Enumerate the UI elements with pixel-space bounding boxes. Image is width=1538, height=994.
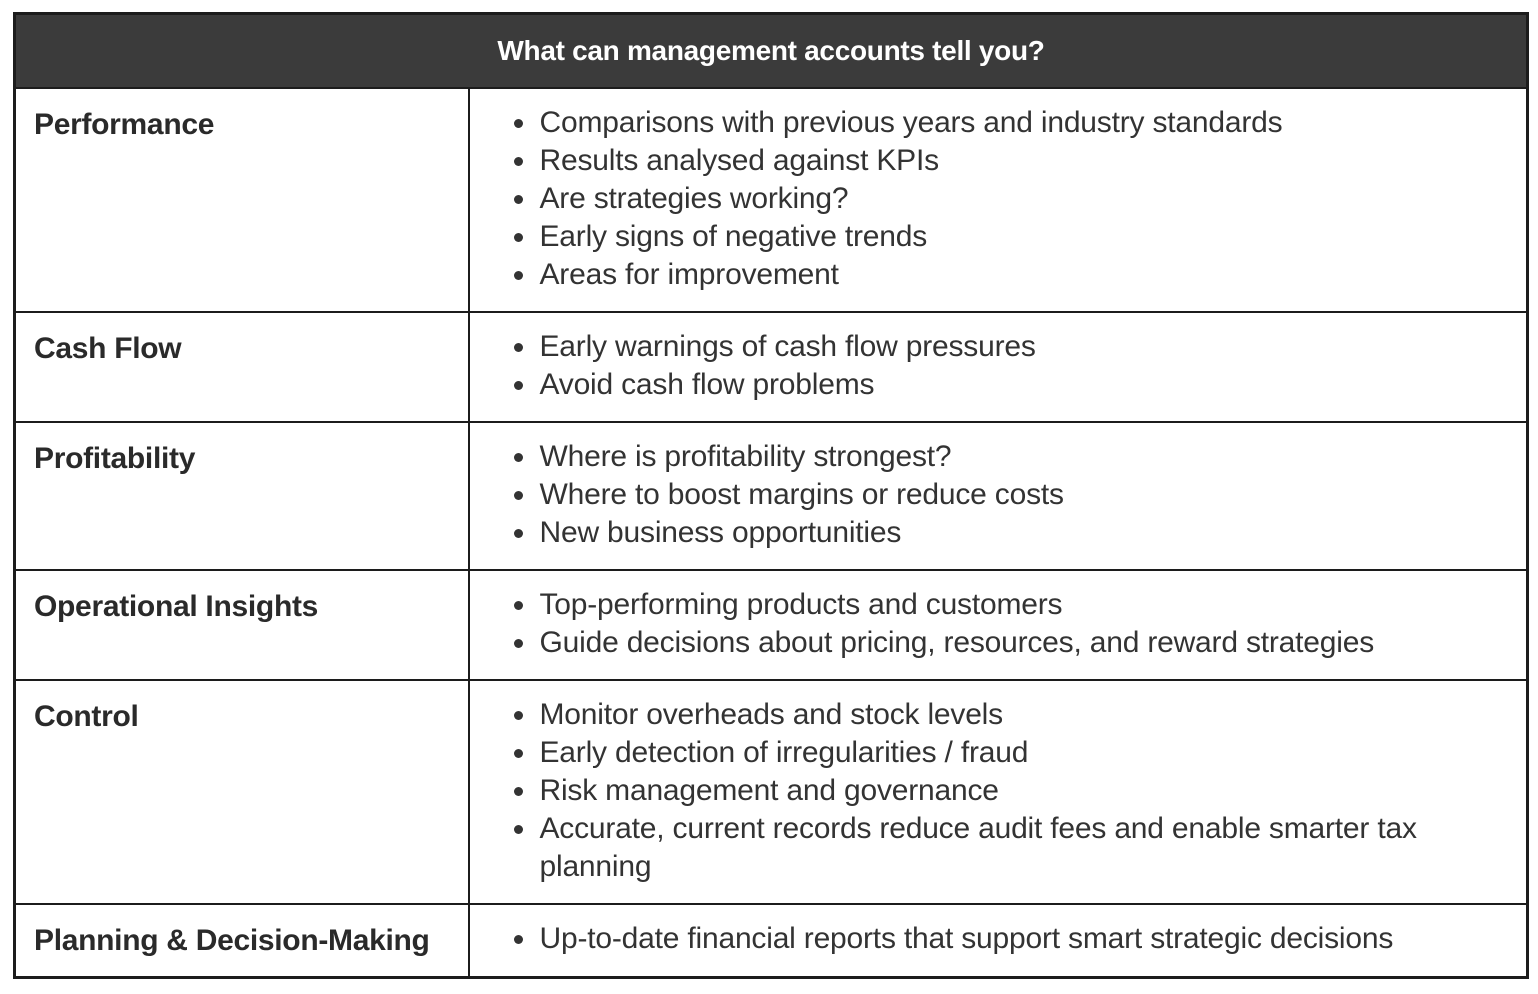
table-row-control — [15, 680, 1528, 904]
list-item — [520, 180, 1509, 218]
list-item — [520, 142, 1509, 180]
list-item-text: Up-to-date financial reports that support smart strategic decisions — [539, 921, 1394, 955]
list-item-text: Areas for improvement — [539, 257, 839, 291]
management-accounts-table — [13, 12, 1529, 979]
bullet-icon — [514, 639, 523, 648]
list-item — [520, 104, 1509, 142]
bullet-icon — [514, 119, 523, 128]
bullet-icon — [514, 157, 523, 166]
list-item-text: Early warnings of cash flow pressures — [539, 329, 1036, 363]
bullet-icon — [514, 711, 523, 720]
list-item-text: Are strategies working? — [539, 181, 849, 215]
bullet-icon — [514, 195, 523, 204]
items-cash-flow — [469, 312, 1528, 422]
bullet-icon — [514, 749, 523, 758]
list-item-text: Guide decisions about pricing, resources, and reward strategies — [539, 625, 1375, 659]
list-item — [520, 366, 1509, 404]
bullet-icon — [514, 381, 523, 390]
bullet-icon — [514, 491, 523, 500]
list-item-text: Results analysed against KPIs — [539, 143, 939, 177]
bullet-list — [488, 438, 1509, 552]
category-operational-insights: Operational Insights — [15, 570, 469, 680]
list-item-text: Where to boost margins or reduce costs — [539, 477, 1064, 511]
bullet-list — [488, 920, 1509, 958]
table-header-row — [15, 14, 1528, 88]
list-item — [520, 438, 1509, 476]
items-performance — [469, 88, 1528, 312]
list-item-text: Accurate, current records reduce audit fees and enable smarter tax planning — [539, 811, 1417, 883]
list-item — [520, 586, 1509, 624]
list-item-text: Early detection of irregularities / fraud — [539, 735, 1029, 769]
list-item-text: Comparisons with previous years and industry standards — [539, 105, 1283, 139]
list-item — [520, 734, 1509, 772]
table-title: What can management accounts tell you? — [15, 14, 1528, 88]
bullet-icon — [514, 529, 523, 538]
bullet-icon — [514, 453, 523, 462]
bullet-list — [488, 328, 1509, 404]
bullet-icon — [514, 825, 523, 834]
list-item-text: Where is profitability strongest? — [539, 439, 952, 473]
list-item — [520, 328, 1509, 366]
category-performance: Performance — [15, 88, 469, 312]
list-item-text: Top-performing products and customers — [539, 587, 1063, 621]
bullet-icon — [514, 233, 523, 242]
list-item — [520, 920, 1509, 958]
table-row-cash-flow — [15, 312, 1528, 422]
items-control — [469, 680, 1528, 904]
bullet-icon — [514, 271, 523, 280]
items-planning-decision-making — [469, 904, 1528, 978]
list-item — [520, 218, 1509, 256]
items-profitability — [469, 422, 1528, 570]
table-row-planning-decision-making — [15, 904, 1528, 978]
table-row-operational-insights — [15, 570, 1528, 680]
category-profitability: Profitability — [15, 422, 469, 570]
list-item-text: Early signs of negative trends — [539, 219, 928, 253]
category-control: Control — [15, 680, 469, 904]
bullet-icon — [514, 601, 523, 610]
table-row-profitability — [15, 422, 1528, 570]
list-item — [520, 476, 1509, 514]
bullet-icon — [514, 787, 523, 796]
table-row-performance — [15, 88, 1528, 312]
list-item — [520, 696, 1509, 734]
bullet-list — [488, 104, 1509, 294]
category-cash-flow: Cash Flow — [15, 312, 469, 422]
list-item — [520, 810, 1509, 886]
bullet-icon — [514, 935, 523, 944]
list-item — [520, 624, 1509, 662]
list-item — [520, 772, 1509, 810]
category-planning-decision-making: Planning & Decision-Making — [15, 904, 469, 978]
list-item — [520, 514, 1509, 552]
management-accounts-table-container — [13, 12, 1526, 979]
list-item-text: Monitor overheads and stock levels — [539, 697, 1003, 731]
bullet-list — [488, 696, 1509, 886]
list-item — [520, 256, 1509, 294]
bullet-list — [488, 586, 1509, 662]
list-item-text: Avoid cash flow problems — [539, 367, 875, 401]
list-item-text: New business opportunities — [539, 515, 902, 549]
bullet-icon — [514, 343, 523, 352]
list-item-text: Risk management and governance — [539, 773, 999, 807]
items-operational-insights — [469, 570, 1528, 680]
